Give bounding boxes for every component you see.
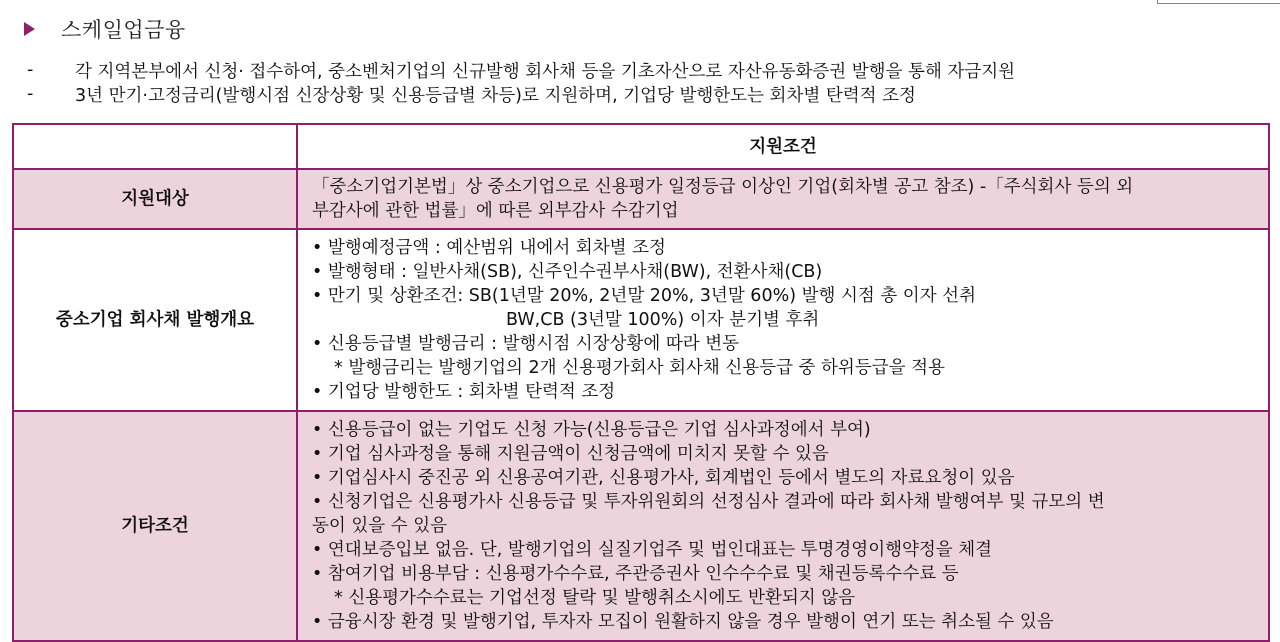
content-line: • 기업당 발행한도 : 회차별 탄력적 조정 xyxy=(312,382,616,402)
row-label: 기타조건 xyxy=(13,411,297,641)
section-title: 스케일업금융 xyxy=(61,18,186,42)
content-line: • 금융시장 환경 및 발행기업, 투자자 모집이 원활하지 않을 경우 발행이 연기 또는 취소될 수 있음 xyxy=(312,612,1054,632)
row-content xyxy=(297,169,1269,229)
support-conditions-table xyxy=(12,123,1270,642)
content-line: • 연대보증입보 없음. 단, 발행기업의 실질기업주 및 법인대표는 투명경영이행약정을 체결 xyxy=(312,540,993,560)
content-line: • 기업 심사과정을 통해 지원금액이 신청금액에 미치지 못할 수 있음 xyxy=(312,444,829,464)
content-line: * 발행금리는 발행기업의 2개 신용평가회사 회사채 신용등급 중 하위등급을 적용 xyxy=(334,358,945,378)
content-line: • 신용등급이 없는 기업도 신청 가능(신용등급은 기업 심사과정에서 부여) xyxy=(312,420,871,440)
content-line: • 기업심사시 중진공 외 신용공여기관, 신용평가사, 회계법인 등에서 별도의 자료요청이 있음 xyxy=(312,468,1015,488)
content-line: • 만기 및 상환조건: SB(1년말 20%, 2년말 20%, 3년말 60%) 발행 시점 총 이자 선취 xyxy=(312,286,976,306)
summary-text: 3년 만기·고정금리(발행시점 신장상황 및 신용등급별 차등)로 지원하며, 기업당 발행한도는 회차별 탄력적 조정 xyxy=(75,85,916,106)
row-label: 중소기업 회사채 발행개요 xyxy=(13,229,297,411)
summary-bullet xyxy=(27,82,1015,106)
corner-frame xyxy=(1157,0,1280,4)
content-line: 「중소기업기본법」상 중소기업으로 신용평가 일정등급 이상인 기업(회차별 공고 참조) -「주식회사 등의 외 xyxy=(312,177,1134,197)
summary-text: 각 지역본부에서 신청· 접수하여, 중소벤처기업의 신규발행 회사채 등을 기초자산으로 자산유동화증권 발행을 통해 자금지원 xyxy=(75,61,1016,82)
content-line: • 신청기업은 신용평가사 신용등급 및 투자위원회의 선정심사 결과에 따라 회사채 발행여부 및 규모의 변 xyxy=(312,492,1105,512)
table-row xyxy=(13,411,1269,641)
triangle-bullet-icon xyxy=(24,22,35,36)
content-line: • 발행예정금액 : 예산범위 내에서 회차별 조정 xyxy=(312,238,666,258)
row-label: 지원대상 xyxy=(13,169,297,229)
content-line: * 신용평가수수료는 기업선정 탈락 및 발행취소시에도 반환되지 않음 xyxy=(334,588,856,608)
summary-bullet xyxy=(27,58,1015,82)
dash-marker: - xyxy=(27,60,34,80)
table-row xyxy=(13,229,1269,411)
section-heading xyxy=(24,14,186,44)
content-line: • 신용등급별 발행금리 : 발행시점 시장상황에 따라 변동 xyxy=(312,334,740,354)
content-line: • 발행형태 : 일반사채(SB), 신주인수권부사채(BW), 전환사채(CB) xyxy=(312,262,823,282)
table-row xyxy=(13,169,1269,229)
summary-bullets xyxy=(27,58,1015,106)
table-header-row xyxy=(13,124,1269,169)
header-cell: 지원조건 xyxy=(297,124,1269,169)
content-line: 부감사에 관한 법률」에 따른 외부감사 수감기업 xyxy=(312,201,679,221)
header-empty-cell xyxy=(13,124,297,169)
row-content xyxy=(297,411,1269,641)
content-line: BW,CB (3년말 100%) 이자 분기별 후취 xyxy=(506,310,820,330)
content-line: • 참여기업 비용부담 : 신용평가수수료, 주관증권사 인수수수료 및 채권등록수수료 등 xyxy=(312,564,959,584)
dash-marker: - xyxy=(27,84,34,104)
content-line: 동이 있을 수 있음 xyxy=(312,516,448,536)
row-content xyxy=(297,229,1269,411)
